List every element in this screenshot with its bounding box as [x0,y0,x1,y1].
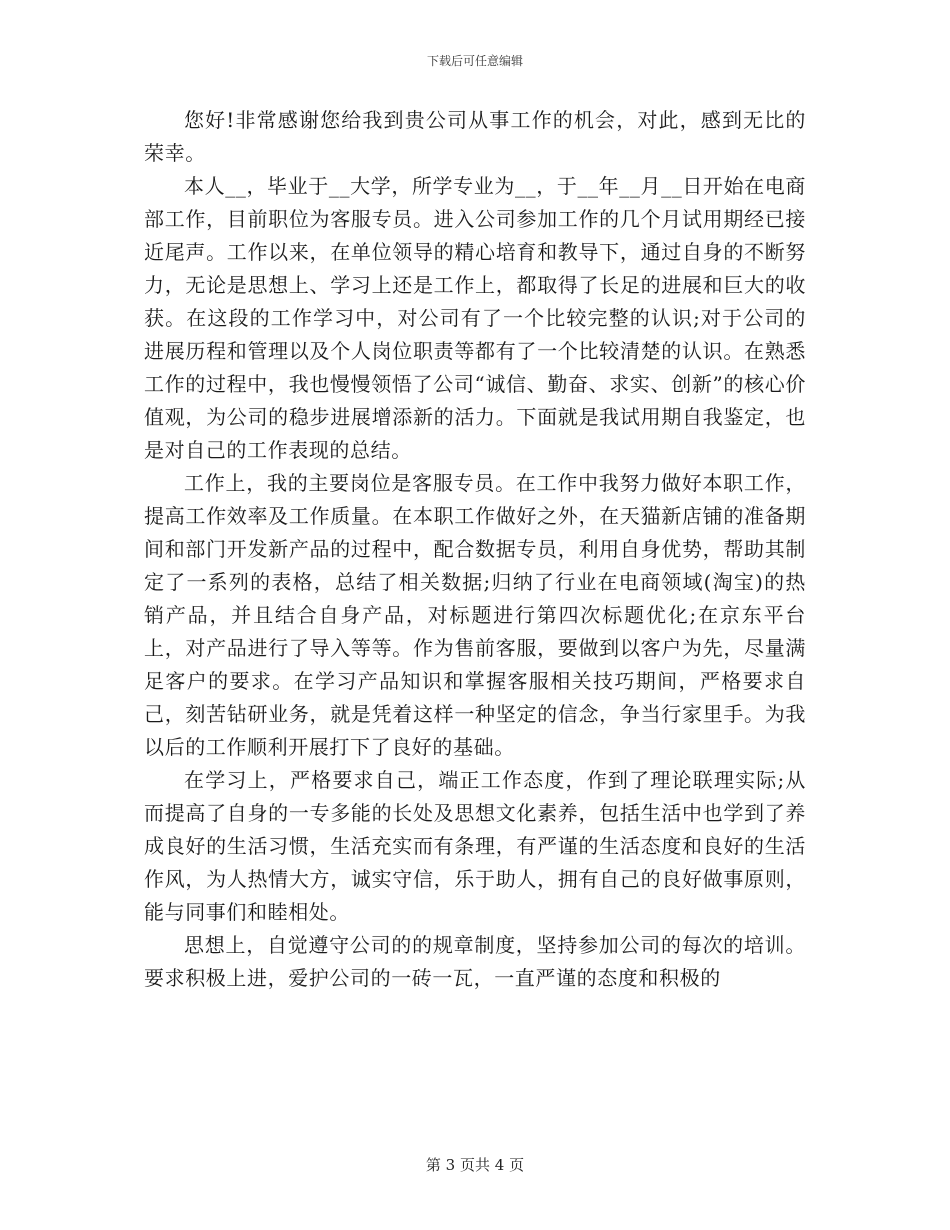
page-header: 下载后可任意编辑 [426,54,523,68]
paragraph-introduction: 本人__，毕业于__大学，所学专业为__，于__年__月__日开始在电商部工作，目前职位为客服专员。进入公司参加工作的几个月试用期经已接近尾声。工作以来，在单位领导的精心培育和教导下，通过自身的不断努力，无论是思想上、学习上还是工作上，都取得了长足的进展和巨大的收获。在这段的工作学习中，对公司有了一个比较完整的认识;对于公司的进展历程和管理以及个人岗位职责等都有了一个比较清楚的认识。在熟悉工作的过程中，我也慢慢领悟了公司“诚信、勤奋、求实、创新”的核心价值观，为公司的稳步进展增添新的活力。下面就是我试用期自我鉴定，也是对自己的工作表现的总结。 [144,174,806,462]
paragraph-study: 在学习上，严格要求自己，端正工作态度，作到了理论联理实际;从而提高了自身的一专多能的长处及思想文化素养，包括生活中也学到了养成良好的生活习惯，生活充实而有条理，有严谨的生活态度和良好的生活作风，为人热情大方，诚实守信，乐于助人，拥有自己的良好做事原则，能与同事们和睦相处。 [144,768,806,924]
document-body [144,104,806,995]
paragraph-greeting: 您好!非常感谢您给我到贵公司从事工作的机会，对此，感到无比的荣幸。 [144,108,806,165]
page-footer: 第 3 页共 4 页 [425,1156,525,1174]
paragraph-thought: 思想上，自觉遵守公司的的规章制度，坚持参加公司的每次的培训。要求积极上进，爱护公司的一砖一瓦，一直严谨的态度和积极的 [144,933,806,990]
paragraph-work: 工作上，我的主要岗位是客服专员。在工作中我努力做好本职工作，提高工作效率及工作质量。在本职工作做好之外，在天猫新店铺的准备期间和部门开发新产品的过程中，配合数据专员，利用自身优势，帮助其制定了一系列的表格，总结了相关数据;归纳了行业在电商领域(淘宝)的热销产品，并且结合自身产品，对标题进行第四次标题优化;在京东平台上，对产品进行了导入等等。作为售前客服，要做到以客户为先，尽量满足客户的要求。在学习产品知识和掌握客服相关技巧期间，严格要求自己，刻苦钻研业务，就是凭着这样一种坚定的信念，争当行家里手。为我以后的工作顺利开展打下了良好的基础。 [144,471,806,759]
